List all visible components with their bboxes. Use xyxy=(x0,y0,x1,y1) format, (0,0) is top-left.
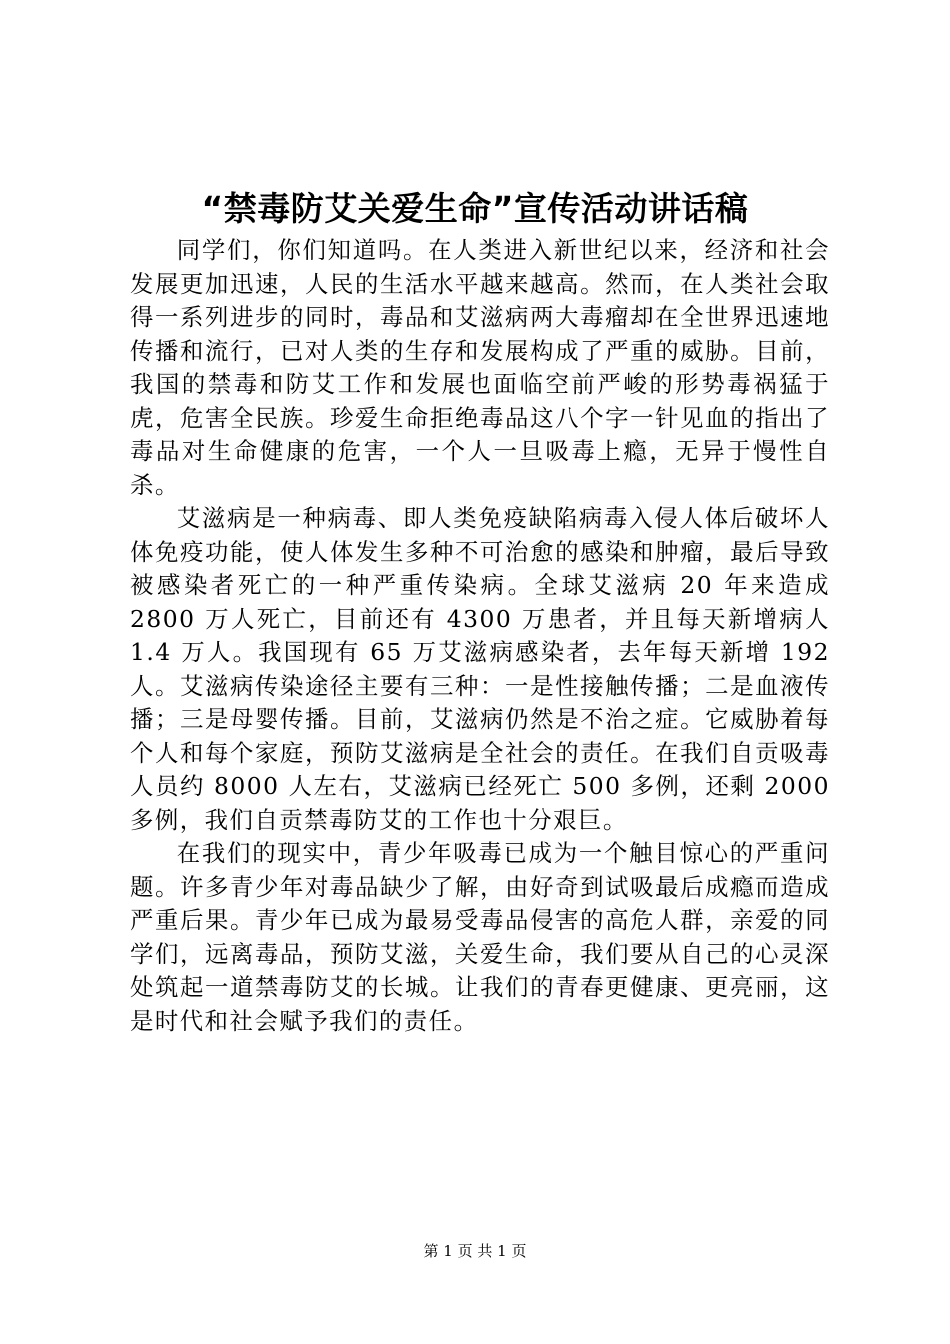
paragraph-3: 在我们的现实中，青少年吸毒已成为一个触目惊心的严重问题。许多青少年对毒品缺少了解，由好奇到试吸最后成瘾而造成严重后果。青少年已成为最易受毒品侵害的高危人群，亲爱的同学们，远离毒品，预防艾滋，关爱生命，我们要从自己的心灵深处筑起一道禁毒防艾的长城。让我们的青春更健康、更亮丽，这是时代和社会赋予我们的责任。 xyxy=(130,839,830,1035)
page-footer: 第 1 页 共 1 页 xyxy=(423,1242,527,1260)
paragraph-1: 同学们，你们知道吗。在人类进入新世纪以来，经济和社会发展更加迅速，人民的生活水平越来越高。然而，在人类社会取得一系列进步的同时，毒品和艾滋病两大毒瘤却在全世界迅速地传播和流行，已对人类的生存和发展构成了严重的威胁。目前，我国的禁毒和防艾工作和发展也面临空前严峻的形势毒祸猛于虎，危害全民族。珍爱生命拒绝毒品这八个字一针见血的指出了毒品对生命健康的危害，一个人一旦吸毒上瘾，无异于慢性自杀。 xyxy=(130,236,830,499)
paragraph-2: 艾滋病是一种病毒、即人类免疫缺陷病毒入侵人体后破坏人体免疫功能，使人体发生多种不可治愈的感染和肿瘤，最后导致被感染者死亡的一种严重传染病。全球艾滋病 20 年来造成 2800 万人死亡，目前还有 4300 万患者，并且每天新增病人 1.4 万人。我国现有 65 万艾滋病感染者，去年每天新增 192 人。艾滋病传染途径主要有三种：一是性接触传播；二是血液传播；三是母婴传播。目前，艾滋病仍然是不治之症。它威胁着每个人和每个家庭，预防艾滋病是全社会的责任。在我们自贡吸毒人员约 8000 人左右，艾滋病已经死亡 500 多例，还剩 2000 多例，我们自贡禁毒防艾的工作也十分艰巨。 xyxy=(130,504,830,834)
document-body xyxy=(130,234,830,1038)
document-title: “禁毒防艾关爱生命”宣传活动讲话稿 xyxy=(201,189,749,228)
